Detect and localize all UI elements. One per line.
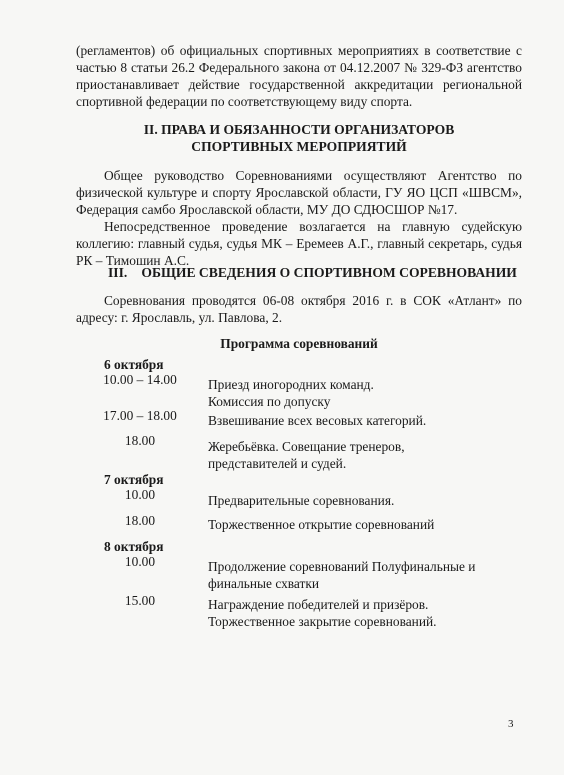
intro-line-1: (регламентов) об официальных спортивных мероприятиях в соответствие с [76,43,522,58]
section3-number: III. [108,265,128,280]
program-event [208,492,498,509]
section3-heading [108,264,517,281]
program-event-line: Продолжение соревнований Полуфинальные и [208,559,476,574]
section2-title-line2: СПОРТИВНЫХ МЕРОПРИЯТИЙ [191,139,407,154]
program-time: 18.00 [124,513,156,528]
program-event [208,438,498,472]
program-time: 17.00 – 18.00 [103,408,177,423]
program-event-line: Взвешивание всех весовых категорий. [208,413,427,428]
program-event-line: представителей и судей. [208,456,347,471]
section2-para1-line3: Федерация самбо Ярославской области, МУ ДО СДЮСШОР №17. [76,202,458,217]
program-day-2: 7 октября [104,472,164,487]
program-event-line: Торжественное открытие соревнований [208,517,435,532]
program-day-3: 8 октября [104,539,164,554]
section2-para2-line2: коллегию: главный судья, судья МК – Еремеев А.Г., главный секретарь, судья [76,236,522,251]
program-event-line: Предварительные соревнования. [208,493,395,508]
program-event-line: Жеребьёвка. Совещание тренеров, [208,439,405,454]
program-title: Программа соревнований [220,336,378,351]
intro-line-4: спортивной федерации по соответствующему виду спорта. [76,94,413,109]
section3-para-line1: Соревнования проводятся 06-08 октября 2016 г. в СОК «Атлант» по [104,293,522,308]
section2-para1-line2: физической культуре и спорту Ярославской области, ГУ ЯО ЦСП «ШВСМ», [76,185,522,200]
program-time: 15.00 [124,593,156,608]
section3-title: ОБЩИЕ СВЕДЕНИЯ О СПОРТИВНОМ СОРЕВНОВАНИИ [141,265,517,280]
section3-para-line2: адресу: г. Ярославль, ул. Павлова, 2. [76,310,283,325]
program-time: 10.00 [124,487,156,502]
section2-para1-line1: Общее руководство Соревнованиями осуществляют Агентство по [104,168,522,183]
section2-para2-line1: Непосредственное проведение возлагается на главную судейскую [104,219,522,234]
program-time: 18.00 [124,433,156,448]
program-event-line: финальные схватки [208,576,320,591]
intro-line-3: приостанавливает действие государственной аккредитации региональной [76,77,522,92]
program-event [208,558,498,592]
program-time: 10.00 [124,554,156,569]
program-event [208,516,498,533]
section2-para2-line3: РК – Тимошин А.С. [76,253,190,268]
program-event-line: Награждение победителей и призёров. [208,597,429,612]
program-event [208,412,498,429]
program-event-line: Комиссия по допуску [208,394,331,409]
intro-line-2: частью 8 статьи 26.2 Федерального закона от 04.12.2007 № 329-ФЗ агентство [76,60,522,75]
section2-title-line1: II. ПРАВА И ОБЯЗАННОСТИ ОРГАНИЗАТОРОВ [143,122,455,137]
program-event [208,596,498,630]
page-number: 3 [508,718,514,730]
program-event-line: Приезд иногородних команд. [208,377,374,392]
program-time: 10.00 – 14.00 [103,372,177,387]
program-day-1: 6 октября [104,357,164,372]
program-event [208,376,498,410]
program-event-line: Торжественное закрытие соревнований. [208,614,437,629]
